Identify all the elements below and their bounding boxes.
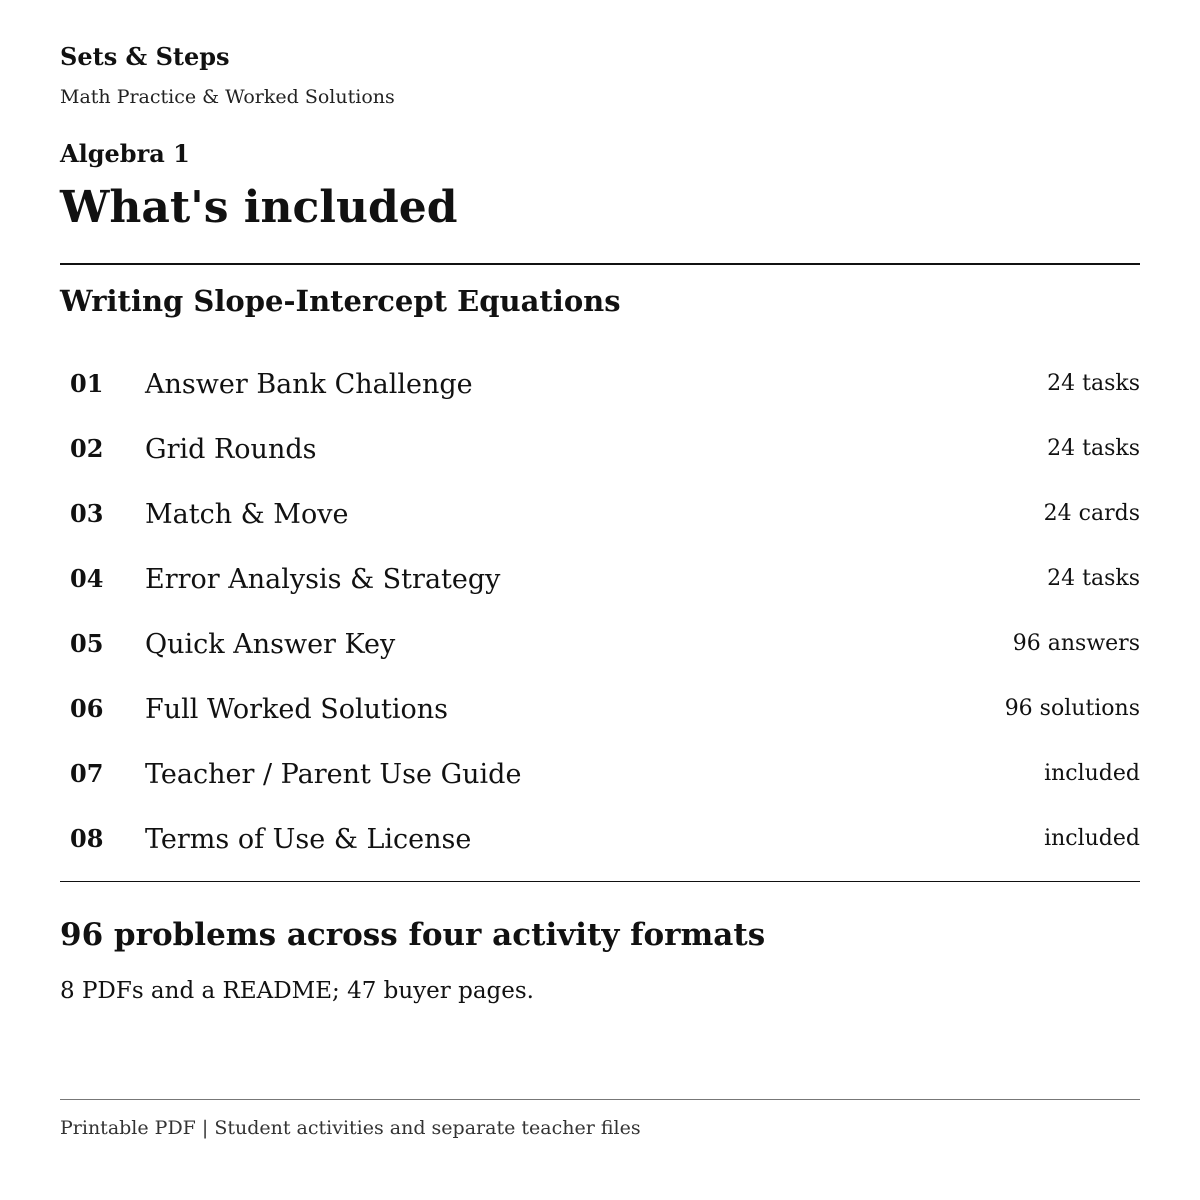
item-count: 24 cards bbox=[1043, 501, 1140, 526]
item-number: 01 bbox=[70, 369, 104, 398]
page-title: What's included bbox=[60, 182, 458, 233]
list-item bbox=[60, 547, 1140, 612]
contents-list bbox=[60, 352, 1140, 872]
item-count: included bbox=[1044, 761, 1140, 786]
list-item bbox=[60, 612, 1140, 677]
item-label: Quick Answer Key bbox=[145, 629, 396, 660]
list-item bbox=[60, 417, 1140, 482]
item-number: 06 bbox=[70, 694, 104, 723]
item-number: 05 bbox=[70, 629, 104, 658]
list-item bbox=[60, 677, 1140, 742]
title-divider bbox=[60, 263, 1140, 265]
footer-divider bbox=[60, 1099, 1140, 1100]
summary-heading: 96 problems across four activity formats bbox=[60, 917, 766, 953]
list-item bbox=[60, 482, 1140, 547]
item-number: 08 bbox=[70, 824, 104, 853]
item-count: 24 tasks bbox=[1047, 436, 1140, 461]
course-name: Algebra 1 bbox=[60, 139, 190, 168]
item-count: 24 tasks bbox=[1047, 371, 1140, 396]
brand-tagline: Math Practice & Worked Solutions bbox=[60, 86, 395, 108]
list-item bbox=[60, 352, 1140, 417]
item-number: 03 bbox=[70, 499, 104, 528]
item-label: Match & Move bbox=[145, 499, 349, 530]
item-count: 24 tasks bbox=[1047, 566, 1140, 591]
list-divider bbox=[60, 881, 1140, 882]
item-label: Full Worked Solutions bbox=[145, 694, 449, 725]
item-label: Terms of Use & License bbox=[145, 824, 472, 855]
item-label: Teacher / Parent Use Guide bbox=[145, 759, 522, 790]
item-label: Error Analysis & Strategy bbox=[145, 564, 501, 595]
item-number: 07 bbox=[70, 759, 104, 788]
product-contents-page bbox=[60, 0, 1140, 1200]
item-label: Answer Bank Challenge bbox=[145, 369, 473, 400]
list-item bbox=[60, 742, 1140, 807]
item-count: 96 solutions bbox=[1004, 696, 1140, 721]
brand-name: Sets & Steps bbox=[60, 42, 230, 71]
list-item bbox=[60, 807, 1140, 872]
topic-heading: Writing Slope-Intercept Equations bbox=[60, 284, 621, 318]
item-count: 96 answers bbox=[1012, 631, 1140, 656]
item-number: 04 bbox=[70, 564, 104, 593]
item-label: Grid Rounds bbox=[145, 434, 317, 465]
footer-note: Printable PDF | Student activities and separate teacher files bbox=[60, 1117, 641, 1139]
summary-text: 8 PDFs and a README; 47 buyer pages. bbox=[60, 978, 534, 1004]
item-number: 02 bbox=[70, 434, 104, 463]
item-count: included bbox=[1044, 826, 1140, 851]
